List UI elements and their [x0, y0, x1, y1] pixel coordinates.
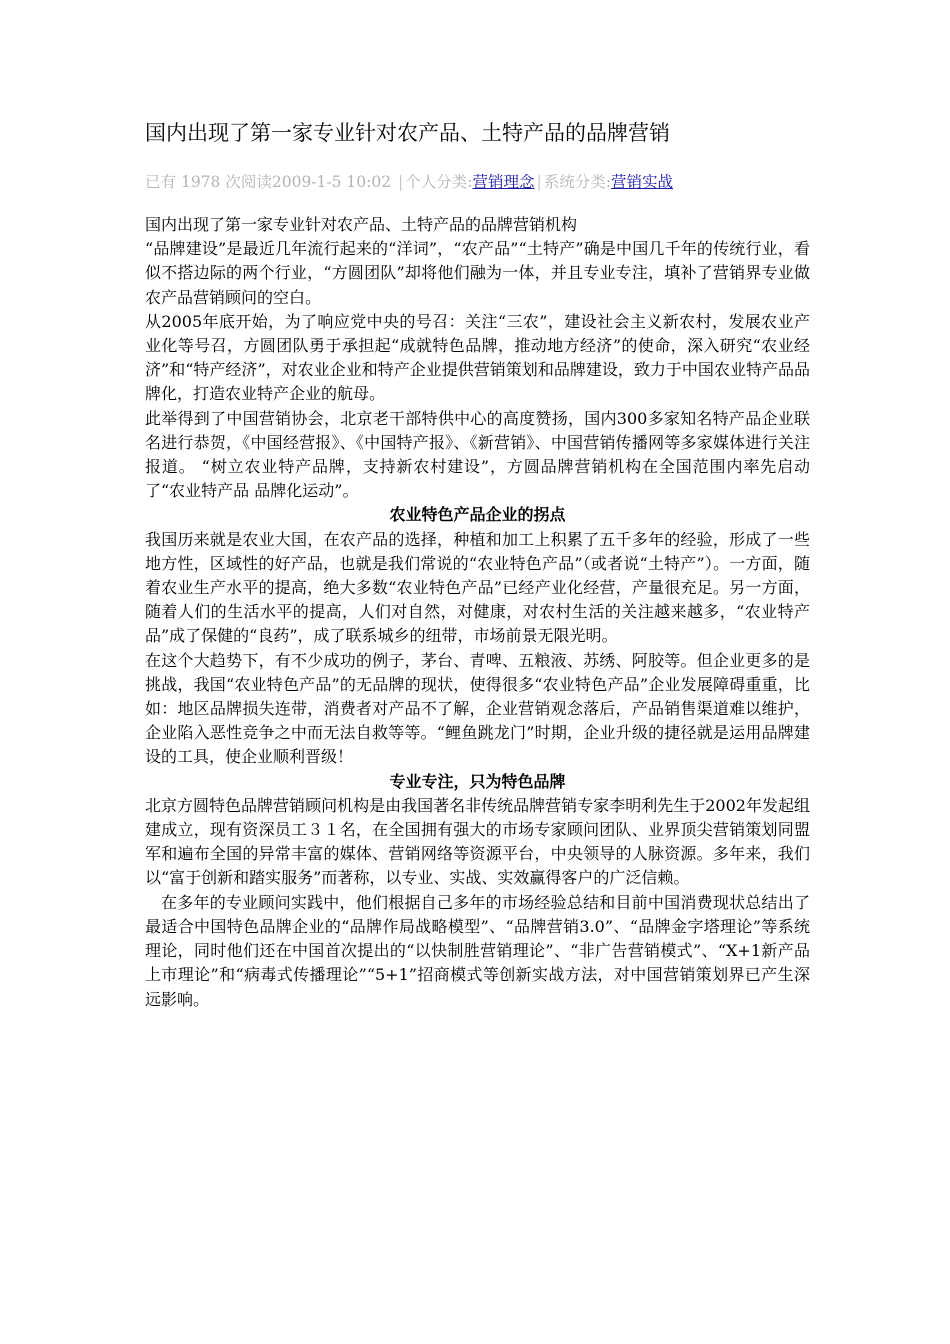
paragraph: “品牌建设”是最近几年流行起来的“洋词”，“农产品”“土特产”确是中国几千年的传统行业，看似不搭边际的两个行业，“方圆团队”却将他们融为一体，并且专业专注，填补了营销界专业做农产品营销顾问的空白。 — [145, 239, 810, 307]
read-prefix: 已有 — [145, 173, 177, 191]
paragraph-heading-line: 国内出现了第一家专业针对农产品、土特产品的品牌营销机构 — [145, 215, 578, 234]
system-category-label: 系统分类: — [543, 173, 611, 191]
meta-separator: | — [536, 173, 542, 191]
section-heading: 专业专注，只为特色品牌 — [389, 771, 566, 791]
paragraph: 此举得到了中国营销协会，北京老干部特供中心的高度赞扬，国内300多家知名特产品企业联名进行恭贺，《中国经营报》、《中国特产报》、《新营销》、中国营销传播网等多家媒体进行关注报道。 “树立农业特产品牌，支持新农村建设”，方圆品牌营销机构在全国范围内率先启动了“农业特产品 品牌化运动”。 — [145, 408, 810, 501]
article — [145, 118, 810, 1012]
read-suffix: 次阅读 — [225, 173, 272, 191]
system-category-link[interactable]: 营销实战 — [611, 173, 674, 191]
post-date: 2009-1-5 10:02 — [271, 173, 392, 191]
paragraph: 在多年的专业顾问实践中，他们根据自己多年的市场经验总结和目前中国消费现状总结出了最适合中国特色品牌企业的“品牌作局战略模型”、“品牌营销3.0”、“品牌金字塔理论”等系统理论，同时他们还在中国首次提出的“以快制胜营销理论”、“非广告营销模式”、“X+1新产品上市理论”和“病毒式传播理论”“5+1”招商模式等创新实战方法，对中国营销策划界已产生深远影响。 — [145, 892, 810, 1009]
paragraph: 我国历来就是农业大国，在农产品的选择，种植和加工上积累了五千多年的经验，形成了一些地方性，区域性的好产品，也就是我们常说的“农业特色产品”（或者说“土特产”）。一方面，随着农业生产水平的提高，绝大多数“农业特色产品”已经产业化经营，产量很充足。另一方面，随着人们的生活水平的提高，人们对自然，对健康，对农村生活的关注越来越多，“农业特产品”成了保健的“良药”，成了联系城乡的纽带，市场前景无限光明。 — [145, 529, 810, 646]
paragraph: 从2005年底开始，为了响应党中央的号召：关注“三农”，建设社会主义新农村，发展农业产业化等号召，方圆团队勇于承担起“成就特色品牌，推动地方经济”的使命，深入研究“农业经济”和“特产经济”，对农业企业和特产企业提供营销策划和品牌建设，致力于中国农业特产品品牌化，打造农业特产企业的航母。 — [145, 311, 810, 404]
paragraph: 在这个大趋势下，有不少成功的例子，茅台、青啤、五粮液、苏绣、阿胶等。但企业更多的是挑战，我国“农业特色产品”的无品牌的现状，使得很多“农业特色产品”企业发展障碍重重，比如：地区品牌损失连带，消费者对产品不了解，企业营销观念落后，产品销售渠道难以维护，企业陷入恶性竞争之中而无法自救等等。“鲤鱼跳龙门”时期，企业升级的捷径就是运用品牌建设的工具，使企业顺利晋级！ — [145, 650, 810, 767]
paragraph: 北京方圆特色品牌营销顾问机构是由我国著名非传统品牌营销专家李明利先生于2002年发起组建成立，现有资深员工３１名，在全国拥有强大的市场专家顾问团队、业界顶尖营销策划同盟军和遍布全国的异常丰富的媒体、营销网络等资源平台，中央领导的人脉资源。多年来，我们以“富于创新和踏实服务”而著称，以专业、实战、实效赢得客户的广泛信赖。 — [145, 795, 810, 888]
article-meta — [145, 170, 810, 194]
read-count: 1978 — [180, 173, 221, 191]
article-body — [145, 213, 810, 1012]
personal-category-label: 个人分类: — [405, 173, 473, 191]
meta-separator: | — [398, 173, 404, 191]
article-title: 国内出现了第一家专业针对农产品、土特产品的品牌营销 — [145, 121, 670, 145]
personal-category-link[interactable]: 营销理念 — [472, 173, 535, 191]
section-heading: 农业特色产品企业的拐点 — [389, 505, 566, 525]
